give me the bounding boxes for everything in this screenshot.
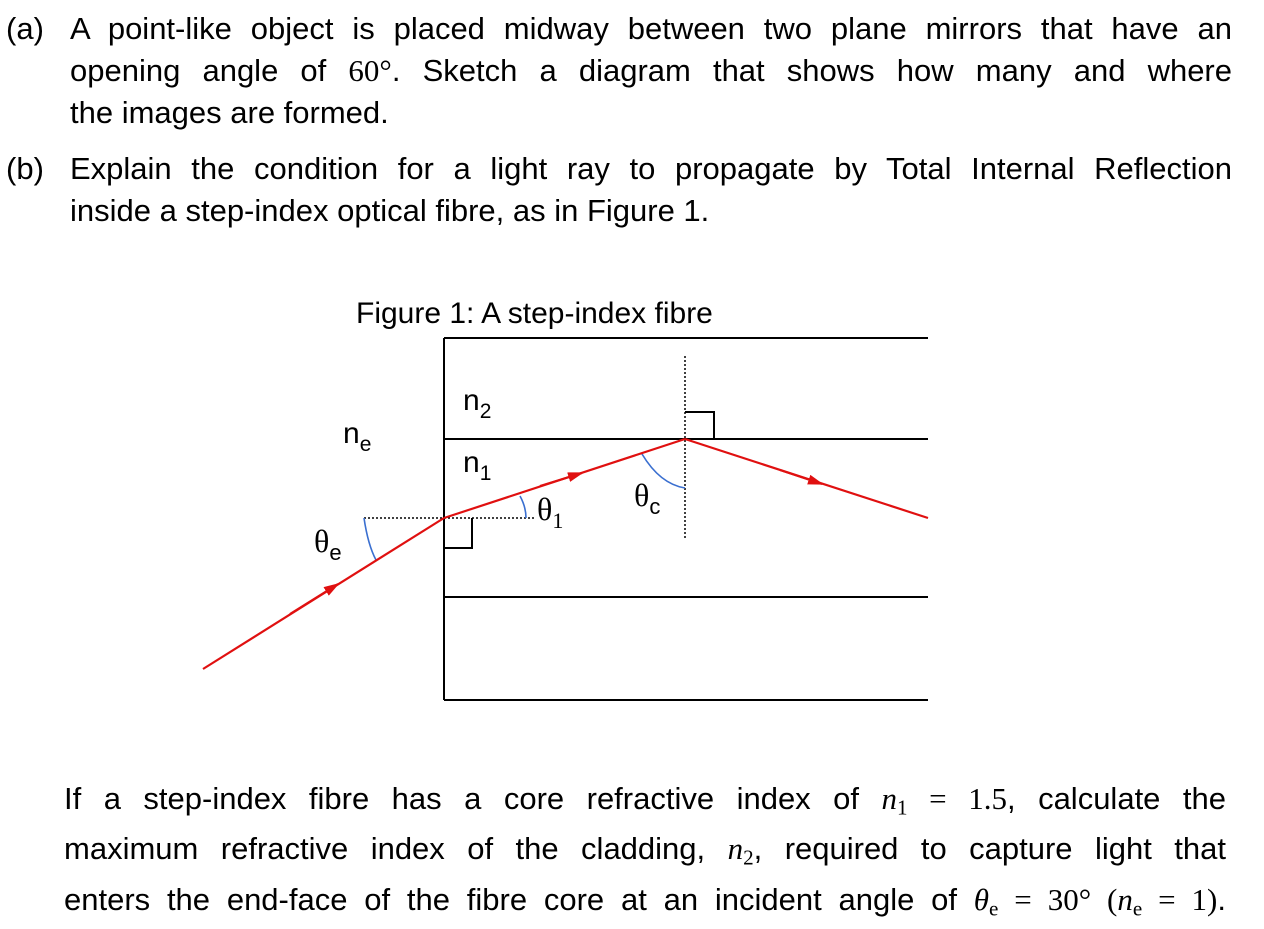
ne-value: = 1) [1142,881,1218,917]
question-b-label: (b) [6,151,44,186]
n2-symbol: n [727,831,744,867]
reflection-right-angle-marker [685,412,714,439]
refracted-ray-arrow [540,473,582,486]
reflected-ray-arrow [780,470,822,484]
calc-line-1 [64,778,1226,828]
theta-e-value: = 30° ( [998,881,1118,917]
label-theta-e: $\theta_e$ [314,523,342,565]
n1-subscript: 1 [896,795,908,820]
calc-line-3-text: enters the end-face of the fibre core at an incident angle of [64,881,974,917]
n2-subscript: 2 [743,845,754,870]
question-a-line-3: the images are formed. [70,95,389,130]
question-a-line-1: A point-like object is placed midway between two plane mirrors that have an [70,11,1232,46]
label-theta-c: $\theta_c$ [634,477,661,519]
question-a-label: (a) [6,11,44,46]
calc-line-1-text: If a step-index fibre has a core refractive index of [64,781,882,816]
theta-e-arc [364,518,376,560]
calc-line-1-end: , calculate the [1006,781,1226,816]
calculation-prompt [64,778,1226,929]
theta-1-arc [520,496,526,518]
n1-value: = 1.5 [907,781,1007,816]
entry-right-angle-marker [444,518,472,548]
label-ne: $n_e$ [343,417,372,456]
theta-e-symbol: θ [973,881,990,917]
figure-title: Figure 1: A step-index fibre [356,297,713,330]
calc-line-2 [64,828,1226,878]
label-n1: $n_1$ [463,446,492,485]
question-b-line-2: inside a step-index optical fibre, as in Figure 1. [70,193,710,228]
question-b-line-1: Explain the condition for a light ray to propagate by Total Internal Reflection [70,151,1232,186]
question-a-line-2-pre: opening angle of [70,53,349,88]
question-a-line-2-post: . Sketch a diagram that shows how many and where [391,53,1232,88]
ne-subscript: e [1132,895,1143,920]
theta-e-subscript: e [989,895,999,920]
ne-symbol: n [1117,881,1133,917]
opening-angle-value: 60° [348,53,392,88]
calc-line-2-end: , required to capture light that [753,831,1226,867]
n1-symbol: n [881,781,897,816]
calc-line-3 [64,879,1226,929]
label-theta-1: $\theta_1$ [537,491,564,533]
calc-line-2-text: maximum refractive index of the cladding, [64,831,728,867]
label-n2: $n_2$ [463,384,492,423]
calc-line-3-end: . [1217,881,1226,917]
incident-ray-arrow [290,584,338,614]
